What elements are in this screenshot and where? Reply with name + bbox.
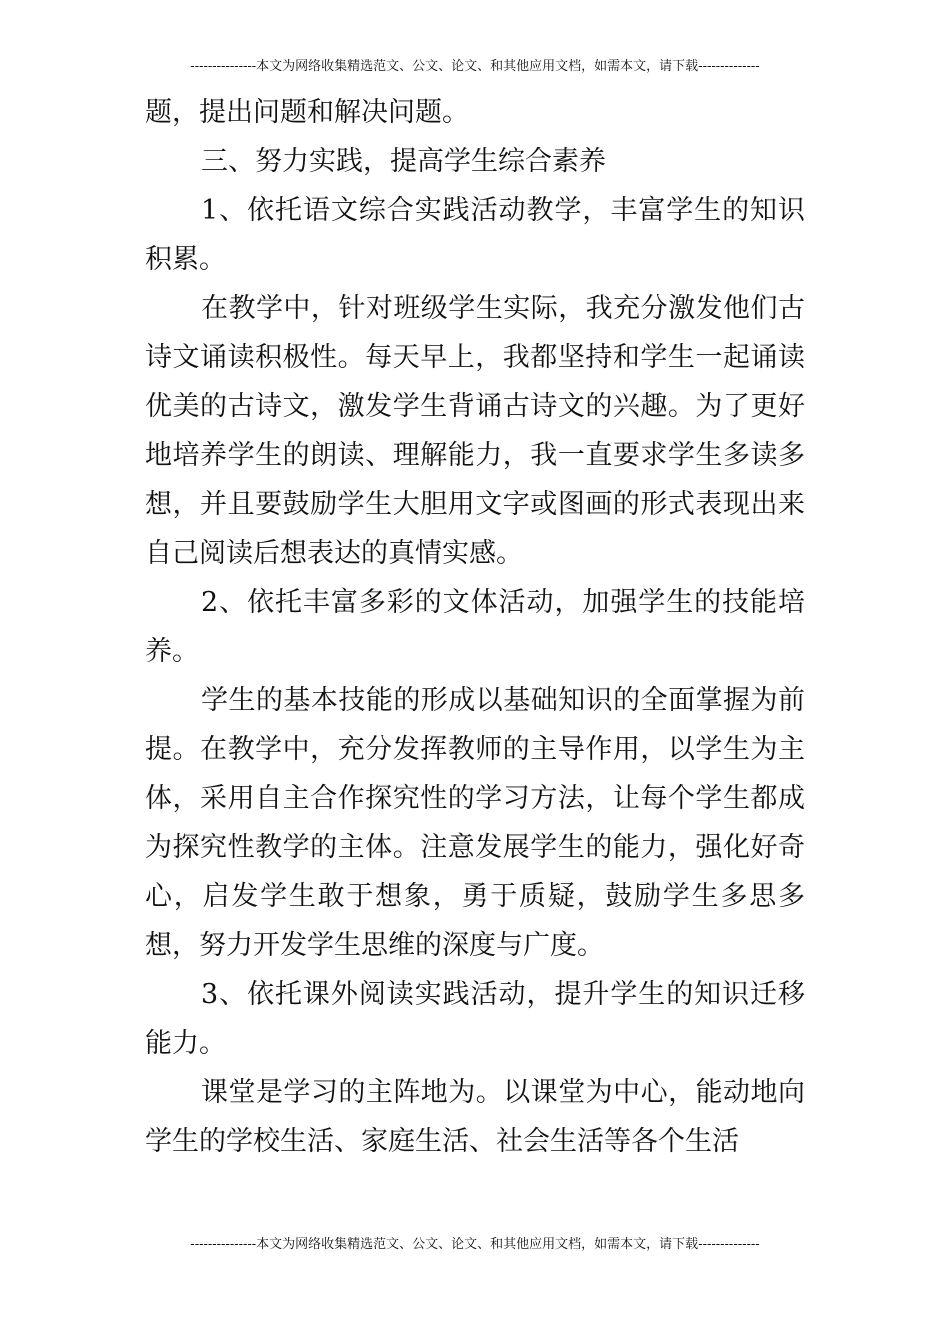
- page-footer: ---------------本文为网络收集精选范文、公文、论文、和其他应用文档，如需本文，请下载--------------: [190, 1237, 760, 1252]
- subheading-3: 3、依托课外阅读实践活动，提升学生的知识迁移能力。: [145, 979, 805, 1059]
- section-heading: 三、努力实践，提高学生综合素养: [201, 146, 606, 177]
- document-body: [145, 88, 805, 1166]
- paragraph: 课堂是学习的主阵地为。以课堂为中心，能动地向学生的学校生活、家庭生活、社会生活等各个生活: [145, 1077, 805, 1157]
- subheading-1: 1、依托语文综合实践活动教学，丰富学生的知识积累。: [145, 195, 805, 275]
- paragraph: 在教学中，针对班级学生实际，我充分激发他们古诗文诵读积极性。每天早上，我都坚持和学生一起诵读优美的古诗文，激发学生背诵古诗文的兴趣。为了更好地培养学生的朗读、理解能力，我一直要求学生多读多想，并且要鼓励学生大胆用文字或图画的形式表现出来自己阅读后想表达的真情实感。: [145, 293, 805, 569]
- page-header: ---------------本文为网络收集精选范文、公文、论文、和其他应用文档，如需本文，请下载--------------: [190, 59, 760, 74]
- paragraph: 学生的基本技能的形成以基础知识的全面掌握为前提。在教学中，充分发挥教师的主导作用，以学生为主体，采用自主合作探究性的学习方法，让每个学生都成为探究性教学的主体。注意发展学生的能力，强化好奇心，启发学生敢于想象，勇于质疑，鼓励学生多思多想，努力开发学生思维的深度与广度。: [145, 685, 805, 961]
- subheading-2: 2、依托丰富多彩的文体活动，加强学生的技能培养。: [145, 587, 805, 667]
- paragraph-continuation: 题，提出问题和解决问题。: [145, 97, 469, 128]
